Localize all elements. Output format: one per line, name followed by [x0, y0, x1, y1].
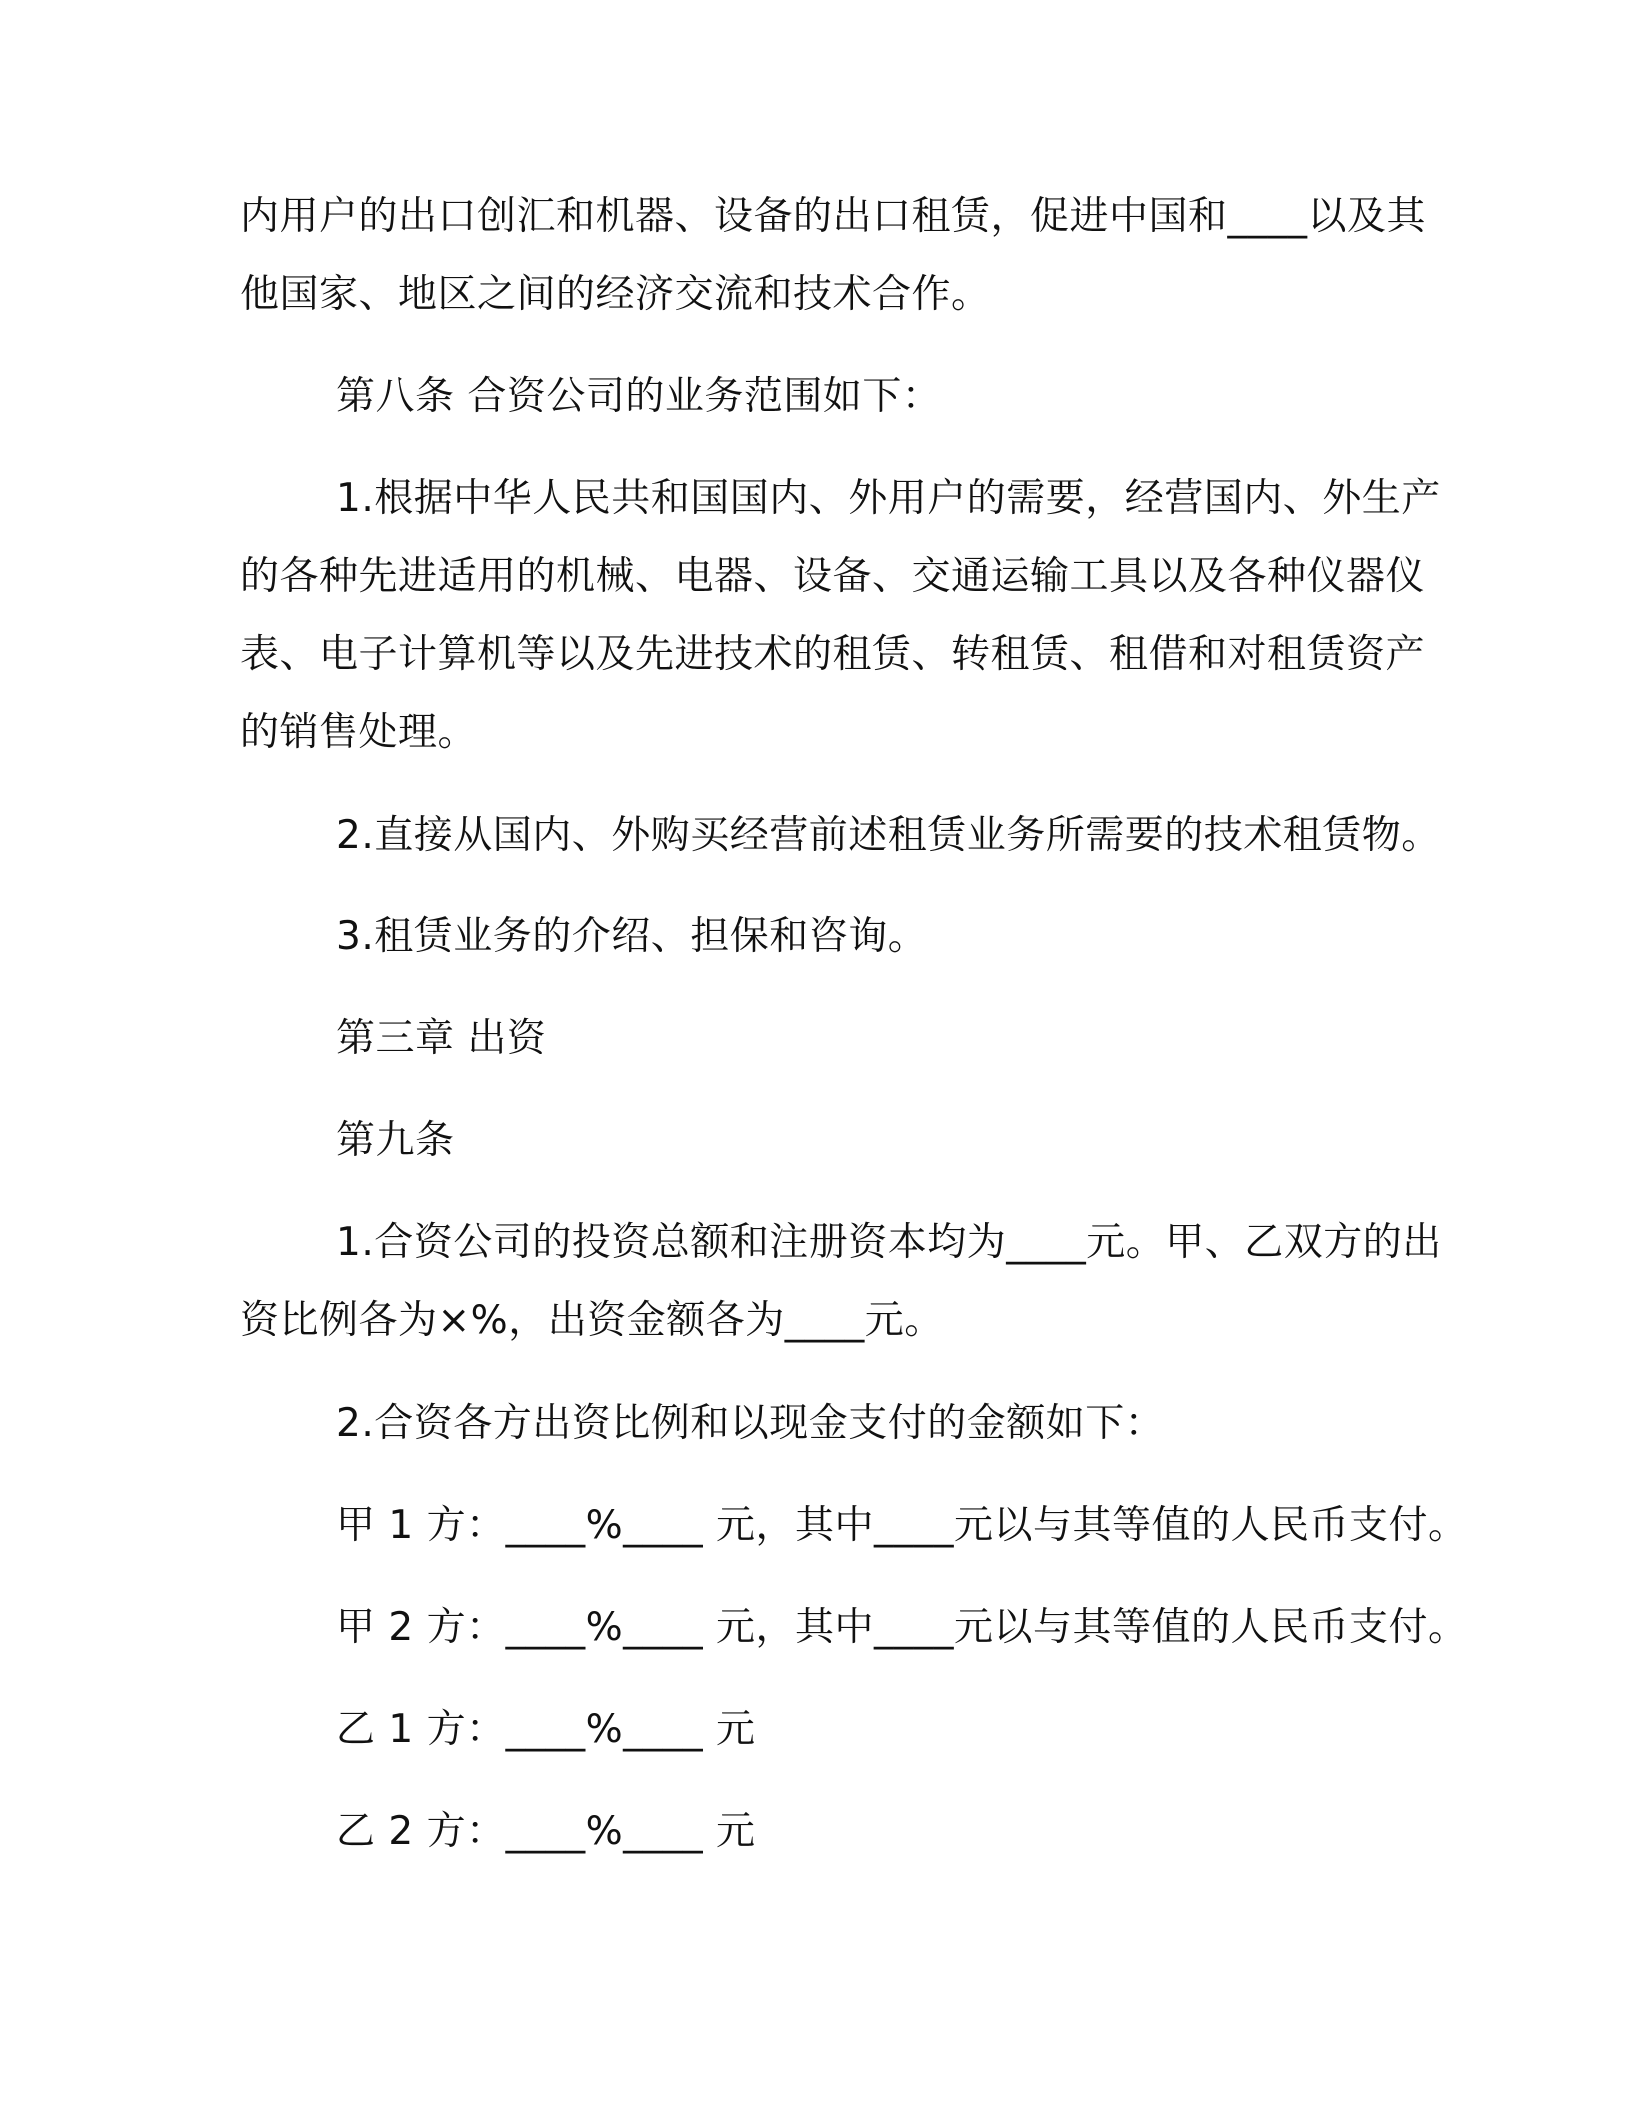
party-a1-contribution	[240, 1487, 1506, 1565]
article-8-heading	[240, 358, 1506, 436]
business-scope-item-2	[240, 797, 1506, 875]
text-line: 1.根据中华人民共和国国内、外用户的需要，经营国内、外生产	[336, 476, 1441, 521]
text-line: 2.合资各方出资比例和以现金支付的金额如下：	[336, 1401, 1165, 1446]
capital-item-1	[240, 1204, 1442, 1360]
article-9-heading	[240, 1102, 1506, 1180]
text-line: 甲 1 方：____%____ 元，其中____元以与其等值的人民币支付。	[336, 1503, 1468, 1548]
text-line: 1.合资公司的投资总额和注册资本均为____元。甲、乙双方的出	[336, 1220, 1442, 1265]
party-b2-contribution	[240, 1793, 1506, 1871]
text-line: 3.租赁业务的介绍、担保和咨询。	[336, 914, 928, 959]
paragraph-purpose-continued	[240, 178, 1427, 334]
text-line: 乙 2 方：____%____ 元	[336, 1809, 756, 1854]
business-scope-item-3	[240, 898, 1506, 976]
text-line: 表、电子计算机等以及先进技术的租赁、转租赁、租借和对租赁资产	[240, 632, 1426, 677]
text-line: 第三章 出资	[336, 1016, 547, 1061]
business-scope-item-1	[240, 460, 1441, 772]
text-line: 内用户的出口创汇和机器、设备的出口租赁，促进中国和____以及其	[240, 194, 1427, 239]
text-line: 乙 1 方：____%____ 元	[336, 1707, 756, 1752]
text-line: 的销售处理。	[240, 710, 478, 755]
capital-item-2	[240, 1385, 1506, 1463]
chapter-3-heading	[240, 1000, 1506, 1078]
text-line: 第九条	[336, 1118, 455, 1163]
text-line: 他国家、地区之间的经济交流和技术合作。	[240, 272, 991, 317]
text-line: 第八条 合资公司的业务范围如下：	[336, 374, 942, 419]
party-b1-contribution	[240, 1691, 1506, 1769]
text-line: 资比例各为×%，出资金额各为____元。	[240, 1298, 944, 1343]
text-line: 的各种先进适用的机械、电器、设备、交通运输工具以及各种仪器仪	[240, 554, 1426, 599]
text-line: 甲 2 方：____%____ 元，其中____元以与其等值的人民币支付。	[336, 1605, 1468, 1650]
party-a2-contribution	[240, 1589, 1506, 1667]
text-line: 2.直接从国内、外购买经营前述租赁业务所需要的技术租赁物。	[336, 813, 1441, 858]
